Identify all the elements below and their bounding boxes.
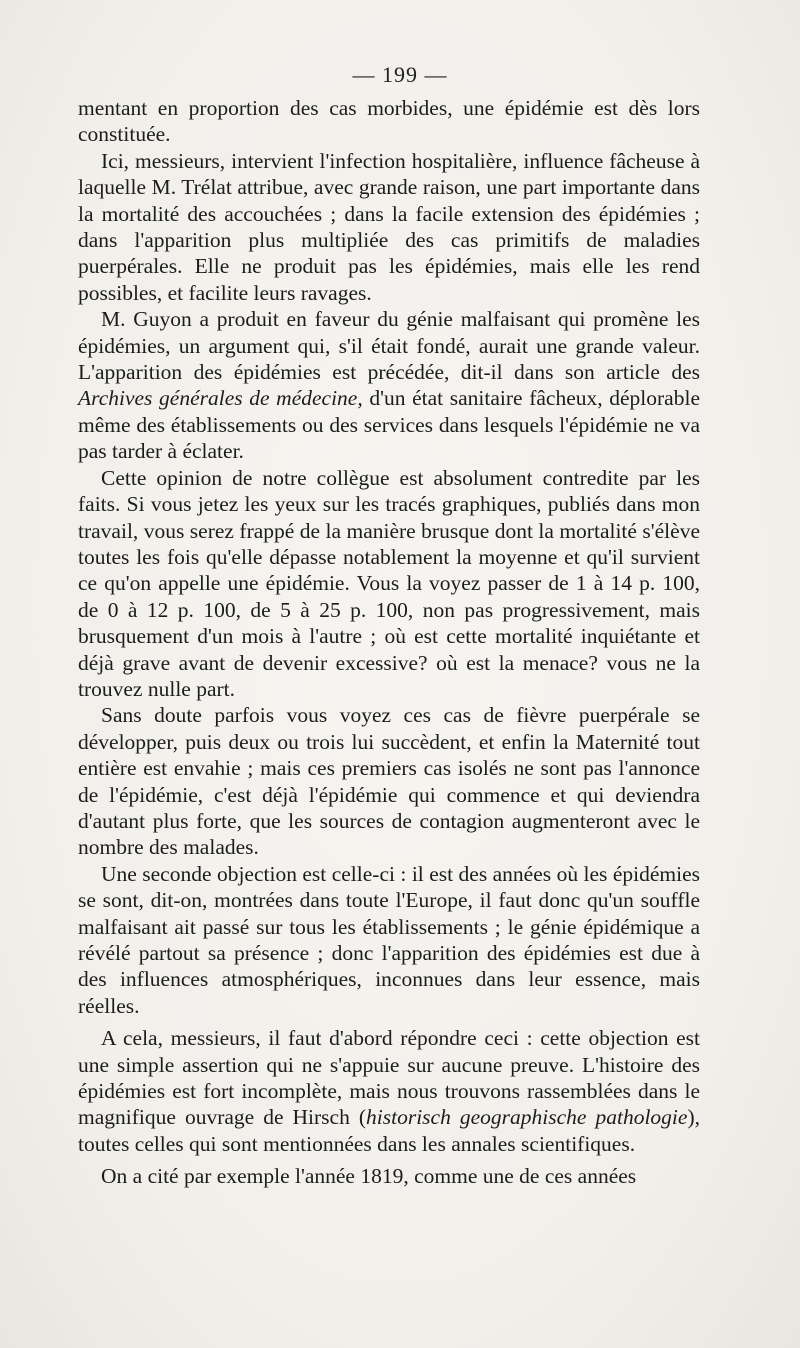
paragraph-text: A cela, messieurs, il faut d'abord répondre ceci : cette objection est une simple assertion qui ne s'appuie sur aucune preuve. L'histoire des épidémies est fort incomplète, mais nous trouvons rassemblées dans le magnifique ouvrage de Hirsch ( [78,1026,700,1130]
page-number: — 199 — [352,62,448,87]
paragraph-first-cases: Sans doute parfois vous voyez ces cas de fièvre puerpérale se développer, puis deux ou trois lui succèdent, et enfin la Maternité tout entière est envahie ; mais ces premiers cas isolés ne sont pas l'annonce de l'épidémie, c'est déjà l'épidémie qui commence et qui deviendra d'autant plus forte, que les sources de contagion augmenteront avec le nombre des malades. [78,703,700,860]
paragraph-year-1819: On a cité par exemple l'année 1819, comme une de ces années [101,1164,637,1189]
journal-title: Archives générales de médecine, [78,386,363,411]
paragraph-continuation: mentant en proportion des cas morbides, une épidémie est dès lors constituée. [78,96,700,147]
paragraph-hirsch-reference [78,1025,700,1157]
paragraph-contradiction: Cette opinion de notre collègue est absolument contredite par les faits. Si vous jetez les yeux sur les tracés graphiques, publiés dans mon travail, vous serez frappé de la manière brusque dont la mortalité s'élève toutes les fois qu'elle dépasse notablement la moyenne et qu'il survient ce qu'on appelle une épidémie. Vous la voyez passer de 1 à 14 p. 100, de 0 à 12 p. 100, de 5 à 25 p. 100, non pas progressivement, mais brusquement d'un mois à l'autre ; où est cette mortalité inquiétante et déjà grave avant de devenir excessive? où est la menace? vous ne la trouvez nulle part. [78,465,700,701]
paragraph-text: d'un état sanitaire fâcheux, déplorable même des établissements ou des services dans lesquels l'épidémie ne va pas tarder à éclater. [78,386,700,464]
paragraph-second-objection: Une seconde objection est celle-ci : il est des années où les épidémies se sont, dit-on, montrées dans toute l'Europe, il faut donc qu'un souffle malfaisant ait passé sur tous les établissements ; le génie épidémique a révélé partout sa présence ; donc l'apparition des épidémies est due à des influences atmosphériques, inconnues dans leur essence, mais réelles. [78,861,700,1018]
book-title: historisch geographische pathologie [366,1105,688,1130]
body-text [78,95,700,1190]
paragraph-text: M. Guyon a produit en faveur du génie malfaisant qui promène les épidémies, un argument qui, s'il était fondé, aurait une grande valeur. L'apparition des épidémies est précédée, dit-il dans son article des [78,307,700,385]
paragraph-guyon-argument [78,306,700,464]
paragraph-hospital-infection: Ici, messieurs, intervient l'infection hospitalière, influence fâcheuse à laquelle M. Trélat attribue, avec grande raison, une part importante dans la mortalité des accouchées ; dans la facile extension des épidémies ; dans l'apparition plus multipliée des cas primitifs de maladies puerpérales. Elle ne produit pas les épidémies, mais elle les rend possibles, et facilite leurs ravages. [78,148,700,305]
paragraph-text: ), toutes celles qui sont mentionnées dans les annales scientifiques. [78,1105,700,1156]
